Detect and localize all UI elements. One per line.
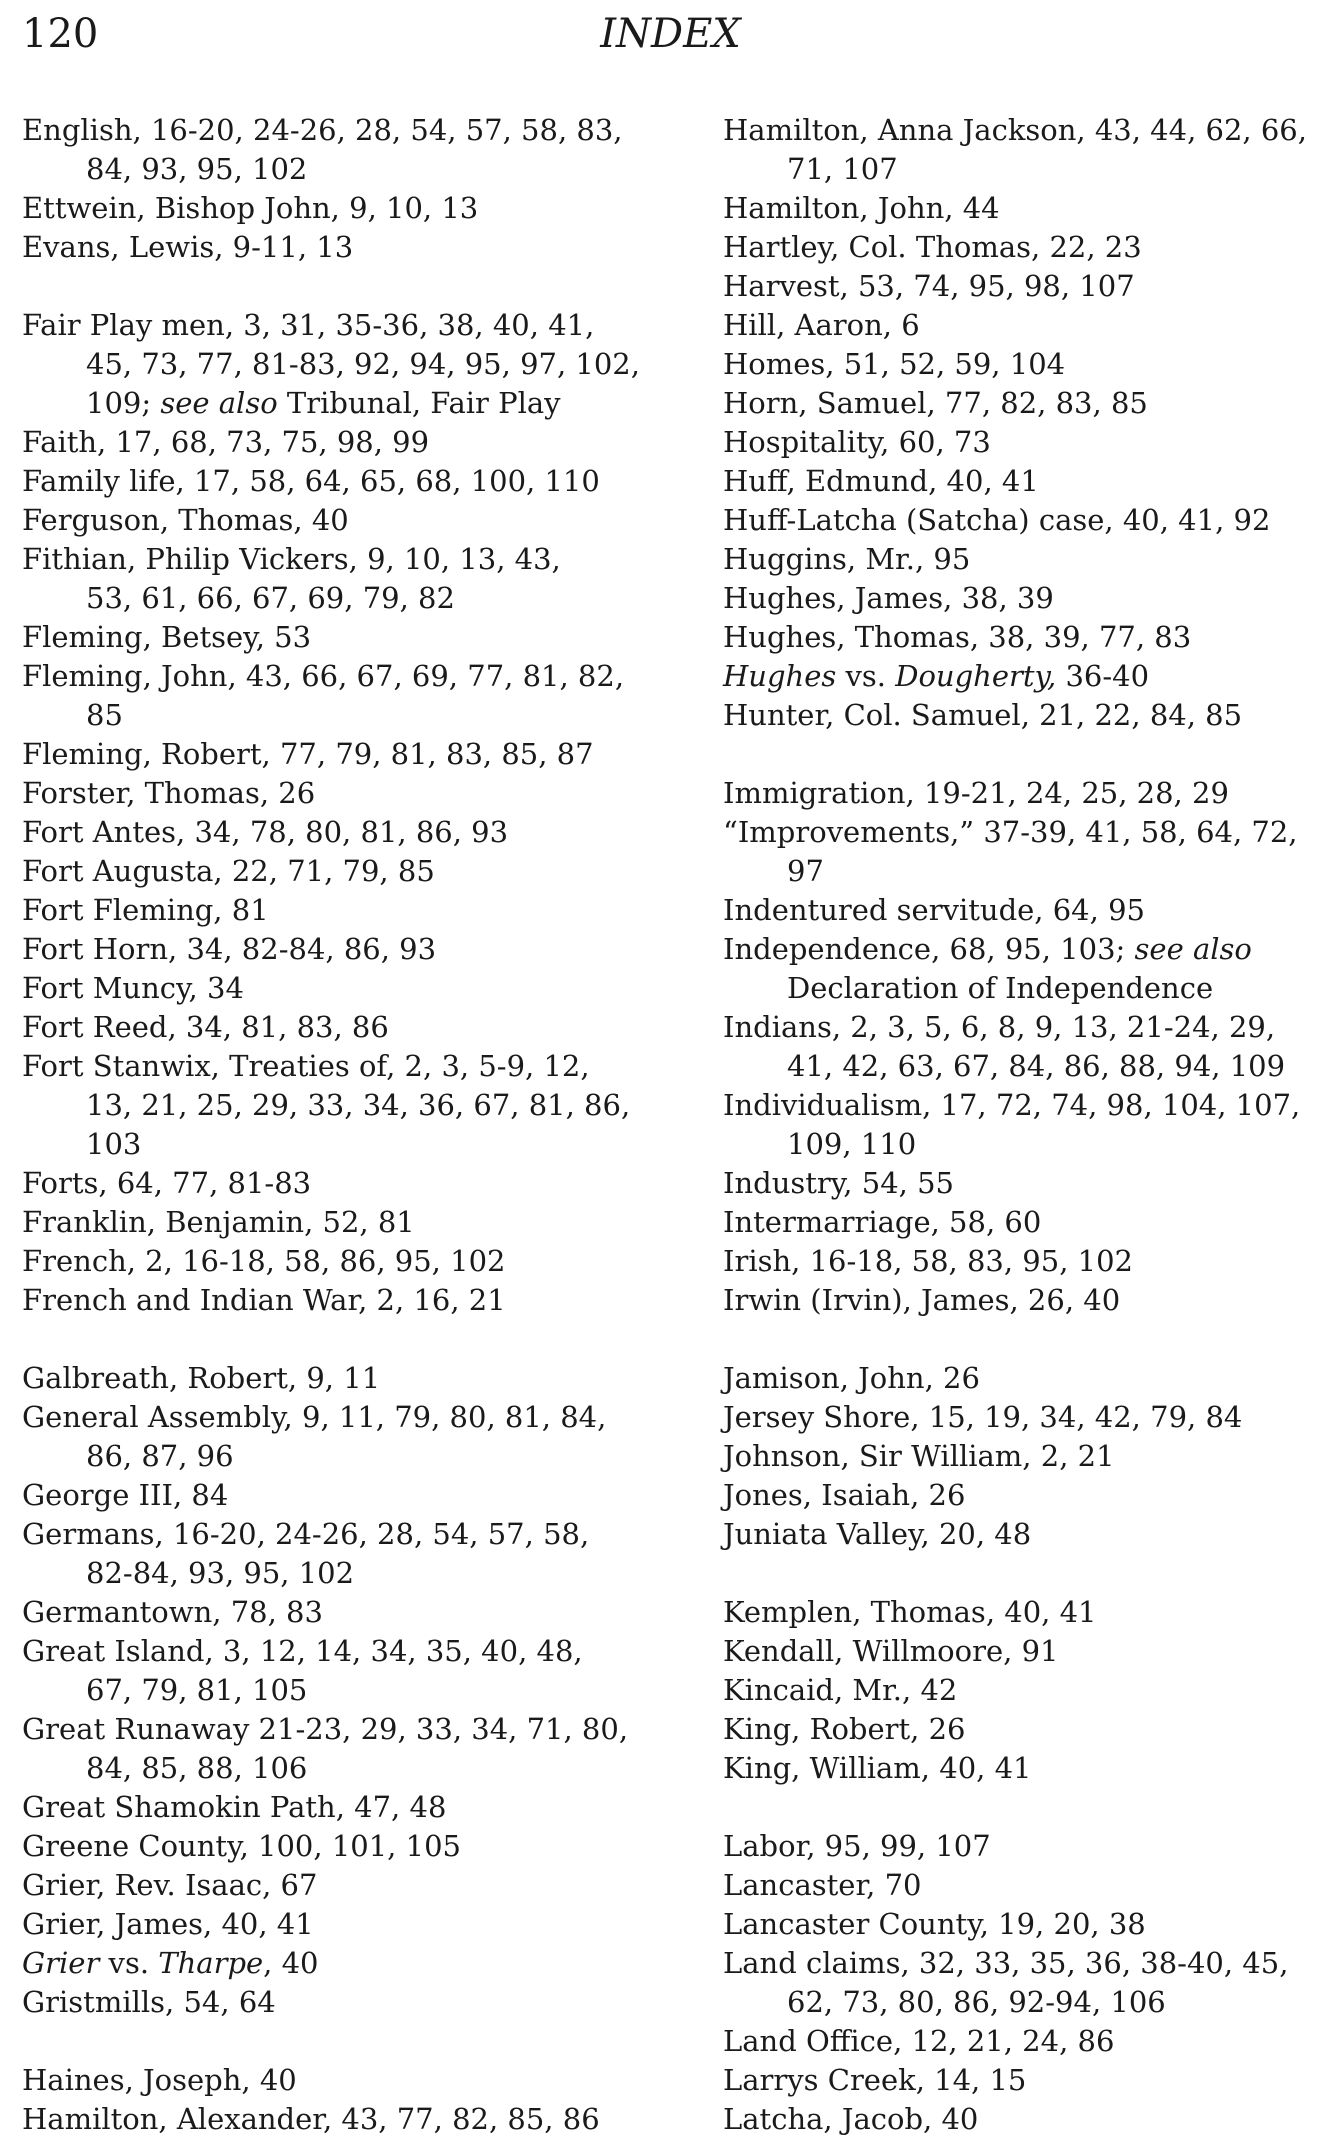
index-entry [22,1983,640,2022]
index-entry [723,1944,1333,2022]
entry-line: Franklin, Benjamin, 52, 81 [22,1205,415,1239]
index-entry [22,1593,640,1632]
entry-line: Lancaster County, 19, 20, 38 [723,1907,1146,1941]
index-entry [723,189,1333,228]
entry-line: 67, 79, 81, 105 [86,1673,308,1707]
entry-line: Jamison, John, 26 [723,1361,980,1395]
entry-line: Fleming, Robert, 77, 79, 81, 83, 85, 87 [22,737,594,771]
entry-line: Juniata Valley, 20, 48 [723,1517,1032,1551]
index-entry [22,1827,640,1866]
letter-group-gap [723,735,1333,774]
entry-line: Hughes, Thomas, 38, 39, 77, 83 [723,620,1192,654]
index-entry [22,1632,640,1710]
entry-line: Fort Muncy, 34 [22,971,244,1005]
entry-line: George III, 84 [22,1478,229,1512]
entry-line: Hartley, Col. Thomas, 22, 23 [723,230,1142,264]
index-entry [723,2022,1333,2061]
entry-line: “Improvements,” 37-39, 41, 58, 64, 72, [723,815,1298,849]
entry-line: Irish, 16-18, 58, 83, 95, 102 [723,1244,1133,1278]
index-entry [22,2061,640,2100]
entry-line: Irwin (Irvin), James, 26, 40 [723,1283,1121,1317]
index-entry [723,813,1333,891]
index-entry [723,1515,1333,1554]
index-entry [22,1047,640,1164]
entry-line: Forts, 64, 77, 81-83 [22,1166,312,1200]
index-entry [723,111,1333,189]
index-entry [22,501,640,540]
entry-line: Great Shamokin Path, 47, 48 [22,1790,447,1824]
page-number: 120 [22,11,99,57]
index-entry [22,1710,640,1788]
index-entry [723,1086,1333,1164]
index-entry [723,2061,1333,2100]
index-entry [22,540,640,618]
entry-line: Hunter, Col. Samuel, 21, 22, 84, 85 [723,698,1243,732]
entry-line: Huff, Edmund, 40, 41 [723,464,1039,498]
letter-group-gap [22,2022,640,2061]
cross-reference: see also [1134,932,1252,966]
entry-line: Kincaid, Mr., 42 [723,1673,958,1707]
entry-line: Intermarriage, 58, 60 [723,1205,1042,1239]
entry-line: Lancaster, 70 [723,1868,922,1902]
index-entry [723,1242,1333,1281]
entry-text: , 40 [263,1946,319,1980]
entry-line: Family life, 17, 58, 64, 65, 68, 100, 110 [22,464,600,498]
index-entry [22,1281,640,1320]
index-entry [723,540,1333,579]
entry-line: Hamilton, John, 44 [723,191,1000,225]
entry-line: Huff-Latcha (Satcha) case, 40, 41, 92 [723,503,1271,537]
index-entry [723,657,1333,696]
entry-line: Fort Antes, 34, 78, 80, 81, 86, 93 [22,815,509,849]
index-entry [22,1203,640,1242]
entry-line: Fort Reed, 34, 81, 83, 86 [22,1010,389,1044]
index-entry [723,228,1333,267]
index-entry [22,1944,640,1983]
index-entry [22,1398,640,1476]
index-entry [723,618,1333,657]
index-entry [723,579,1333,618]
entry-line: King, William, 40, 41 [723,1751,1032,1785]
index-entry [22,1476,640,1515]
index-entry [22,1866,640,1905]
index-entry [723,1008,1333,1086]
index-entry [22,891,640,930]
entry-line: Fithian, Philip Vickers, 9, 10, 13, 43, [22,542,561,576]
entry-line: Kemplen, Thomas, 40, 41 [723,1595,1097,1629]
index-entry [22,1164,640,1203]
entry-line: English, 16-20, 24-26, 28, 54, 57, 58, 83, [22,113,623,147]
entry-line: Gristmills, 54, 64 [22,1985,276,2019]
index-entry [723,1164,1333,1203]
entry-line: Fort Horn, 34, 82-84, 86, 93 [22,932,437,966]
index-entry [22,813,640,852]
entry-line: Haines, Joseph, 40 [22,2063,297,2097]
entry-line: Fleming, John, 43, 66, 67, 69, 77, 81, 82, [22,659,625,693]
index-entry [22,189,640,228]
index-entry [723,774,1333,813]
entry-line: 103 [86,1127,142,1161]
index-entry [723,501,1333,540]
index-entry [723,1593,1333,1632]
letter-group-gap [723,1320,1333,1359]
entry-line: Germantown, 78, 83 [22,1595,323,1629]
entry-line: Jersey Shore, 15, 19, 34, 42, 79, 84 [723,1400,1243,1434]
index-entry [723,1398,1333,1437]
entry-line: 71, 107 [787,152,898,186]
running-head-title: INDEX [600,11,741,57]
index-entry [723,1632,1333,1671]
entry-line: King, Robert, 26 [723,1712,966,1746]
entry-line: Land Office, 12, 21, 24, 86 [723,2024,1115,2058]
entry-line: 85 [86,698,123,732]
index-entry [723,423,1333,462]
entry-line: Forster, Thomas, 26 [22,776,316,810]
entry-line: Kendall, Willmoore, 91 [723,1634,1059,1668]
index-entry [723,2100,1333,2139]
entry-line: Galbreath, Robert, 9, 11 [22,1361,381,1395]
entry-line: 97 [787,854,824,888]
index-column-left [22,111,640,2139]
entry-line: Hospitality, 60, 73 [723,425,991,459]
entry-text: 36-40 [1056,659,1150,693]
entry-line: Larrys Creek, 14, 15 [723,2063,1027,2097]
index-entry [22,774,640,813]
index-entry [22,969,640,1008]
letter-group-gap [22,267,640,306]
entry-italic-text: Tharpe [158,1946,264,1980]
entry-line: Hill, Aaron, 6 [723,308,920,342]
entry-line: Horn, Samuel, 77, 82, 83, 85 [723,386,1148,420]
entry-line: Johnson, Sir William, 2, 21 [723,1439,1115,1473]
entry-line: 45, 73, 77, 81-83, 92, 94, 95, 97, 102, [86,347,640,381]
entry-line: Hamilton, Anna Jackson, 43, 44, 62, 66, [723,113,1307,147]
index-entry [22,852,640,891]
index-entry [723,1476,1333,1515]
letter-group-gap [22,1320,640,1359]
letter-group-gap [723,1554,1333,1593]
index-entry [723,891,1333,930]
entry-line: Great Runaway 21-23, 29, 33, 34, 71, 80, [22,1712,629,1746]
index-entry [22,1008,640,1047]
entry-italic-text: Hughes [723,659,837,693]
index-entry [723,1671,1333,1710]
index-entry [723,345,1333,384]
index-entry [22,1242,640,1281]
index-entry [723,1203,1333,1242]
entry-line: Hamilton, Alexander, 43, 77, 82, 85, 86 [22,2102,600,2136]
index-entry [22,930,640,969]
index-entry [723,1749,1333,1788]
entry-line: 82-84, 93, 95, 102 [86,1556,355,1590]
entry-line: Fleming, Betsey, 53 [22,620,312,654]
entry-line: Jones, Isaiah, 26 [723,1478,966,1512]
entry-line: Immigration, 19-21, 24, 25, 28, 29 [723,776,1229,810]
index-entry [723,1281,1333,1320]
index-entry [22,228,640,267]
index-entry [723,1359,1333,1398]
entry-line: Industry, 54, 55 [723,1166,954,1200]
entry-line: 86, 87, 96 [86,1439,234,1473]
index-entry [22,1905,640,1944]
entry-line: Ettwein, Bishop John, 9, 10, 13 [22,191,479,225]
entry-line: Labor, 95, 99, 107 [723,1829,991,1863]
entry-italic-text: Grier [22,1946,100,1980]
index-entry [723,267,1333,306]
index-entry [723,384,1333,423]
entry-line: Declaration of Independence [787,971,1214,1005]
entry-line: Greene County, 100, 101, 105 [22,1829,461,1863]
index-entry [22,618,640,657]
entry-line: Homes, 51, 52, 59, 104 [723,347,1066,381]
entry-line: Indentured servitude, 64, 95 [723,893,1145,927]
entry-text: vs. [99,1946,159,1980]
index-entry [22,1359,640,1398]
entry-line: French, 2, 16-18, 58, 86, 95, 102 [22,1244,506,1278]
entry-text: Tribunal, Fair Play [277,386,561,420]
entry-line: Indians, 2, 3, 5, 6, 8, 9, 13, 21-24, 29, [723,1010,1276,1044]
index-entry [22,306,640,423]
entry-line: Huggins, Mr., 95 [723,542,971,576]
index-entry [723,1827,1333,1866]
entry-line: Land claims, 32, 33, 35, 36, 38-40, 45, [723,1946,1289,1980]
index-entry [22,657,640,735]
entry-line: 53, 61, 66, 67, 69, 79, 82 [86,581,455,615]
letter-group-gap [723,1788,1333,1827]
entry-line: Fort Stanwix, Treaties of, 2, 3, 5-9, 12, [22,1049,590,1083]
index-entry [723,306,1333,345]
entry-italic-text: Dougherty, [895,659,1057,693]
index-entry [22,111,640,189]
entry-line: Harvest, 53, 74, 95, 98, 107 [723,269,1135,303]
entry-line: Ferguson, Thomas, 40 [22,503,349,537]
entry-line: 84, 85, 88, 106 [86,1751,308,1785]
entry-line: 41, 42, 63, 67, 84, 86, 88, 94, 109 [787,1049,1286,1083]
entry-text: Independence, 68, 95, 103; [723,932,1135,966]
entry-line: Latcha, Jacob, 40 [723,2102,979,2136]
entry-line: Fort Fleming, 81 [22,893,269,927]
index-column-right [723,111,1333,2139]
entry-line: Faith, 17, 68, 73, 75, 98, 99 [22,425,430,459]
entry-line: 13, 21, 25, 29, 33, 34, 36, 67, 81, 86, [86,1088,631,1122]
entry-line: Great Island, 3, 12, 14, 34, 35, 40, 48, [22,1634,583,1668]
entry-text: vs. [836,659,896,693]
index-entry [723,1710,1333,1749]
entry-line: Grier, Rev. Isaac, 67 [22,1868,318,1902]
entry-line: Individualism, 17, 72, 74, 98, 104, 107, [723,1088,1301,1122]
index-entry [22,423,640,462]
cross-reference: see also [160,386,278,420]
entry-line: 62, 73, 80, 86, 92-94, 106 [787,1985,1166,2019]
index-entry [723,1866,1333,1905]
entry-line: Fort Augusta, 22, 71, 79, 85 [22,854,435,888]
index-entry [723,1437,1333,1476]
entry-line: Grier, James, 40, 41 [22,1907,314,1941]
entry-line: French and Indian War, 2, 16, 21 [22,1283,506,1317]
entry-text: 109; [86,386,161,420]
entry-line: Evans, Lewis, 9-11, 13 [22,230,354,264]
index-entry [22,462,640,501]
entry-line: Germans, 16-20, 24-26, 28, 54, 57, 58, [22,1517,590,1551]
index-entry [723,696,1333,735]
entry-line: Fair Play men, 3, 31, 35-36, 38, 40, 41, [22,308,595,342]
index-entry [22,1515,640,1593]
index-entry [22,2100,640,2139]
index-entry [22,735,640,774]
entry-line: 84, 93, 95, 102 [86,152,308,186]
entry-line: Hughes, James, 38, 39 [723,581,1054,615]
entry-line: General Assembly, 9, 11, 79, 80, 81, 84, [22,1400,607,1434]
index-entry [723,462,1333,501]
index-entry [22,1788,640,1827]
entry-line: 109, 110 [787,1127,917,1161]
index-entry [723,930,1333,1008]
index-entry [723,1905,1333,1944]
